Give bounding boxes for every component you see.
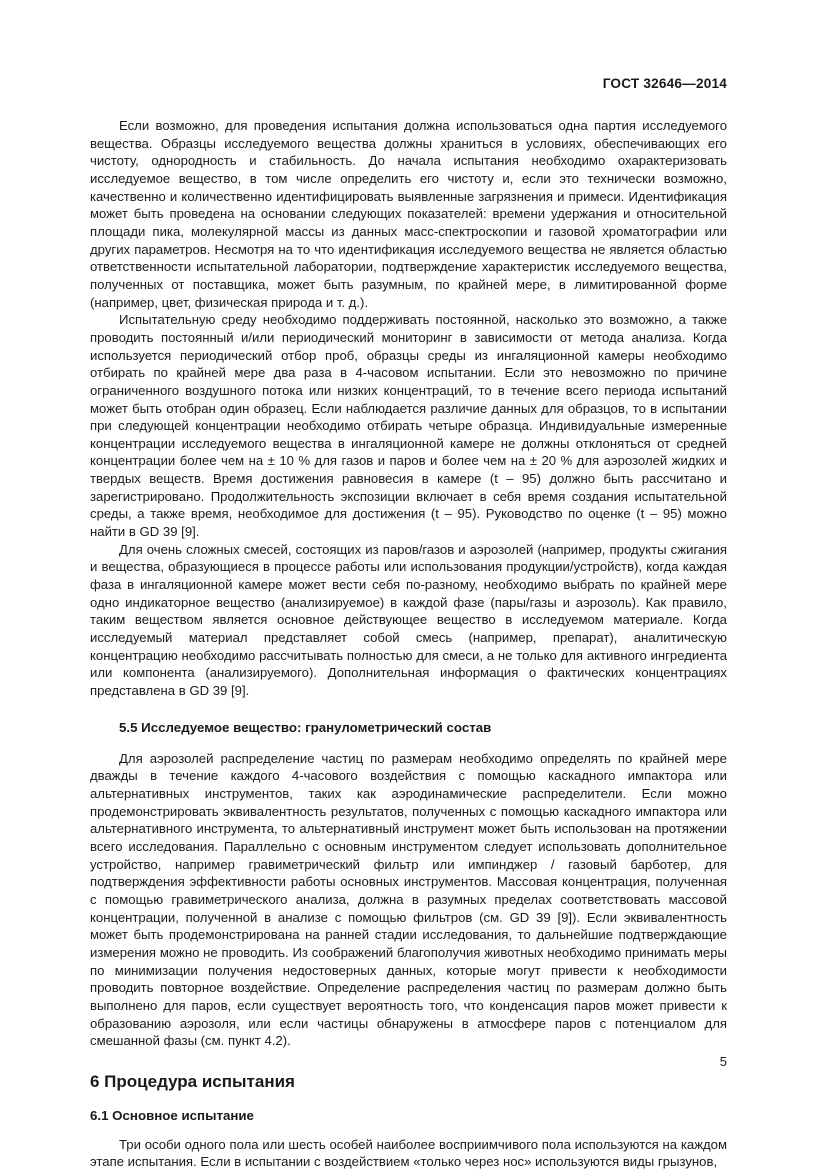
paragraph-main-test: Три особи одного пола или шесть особей наиболее восприимчивого пола используются на каждом этапе испытания. Если в испытании с воздействием «только через нос» используются виды грызунов, bbox=[90, 1136, 727, 1170]
subsection-heading-5-5: 5.5 Исследуемое вещество: гранулометрический состав bbox=[119, 719, 492, 735]
page-number: 5 bbox=[719, 1054, 727, 1069]
section-heading-6: 6 Процедура испытания bbox=[90, 1071, 295, 1091]
paragraph-test-atmosphere: Испытательную среду необходимо поддерживать постоянной, насколько это возможно, а также проводить постоянный и/или периодический мониторинг в зависимости от метода анализа. Когда используется периодический отбор проб, образцы среды из ингаляционной камеры необходимо отбирать по крайней мере два раза в 4-часовом испытании. Если это невозможно по причине ограниченного воздушного потока или низких концентраций, то в течение всего периода испытаний может быть отобран один образец. Если наблюдается различие данных для образцов, то в испытании при следующей концентрации необходимо отбирать четыре образца. Индивидуальные измеренные концентрации исследуемого вещества в ингаляционной камере не должны отклоняться от средней концентрации более чем на ± 10 % для газов и паров и более чем на ± 20 % для аэрозолей жидких и твердых веществ. Время достижения равновесия в камере (t – 95) должно быть рассчитано и зарегистрировано. Продолжительность экспозиции включает в себя время создания испытательной среды, а также время, необходимое для достижения (t – 95). Руководство по оценке (t – 95) можно найти в GD 39 [9]. bbox=[90, 312, 727, 540]
paragraph-complex-mixtures: Для очень сложных смесей, состоящих из паров/газов и аэрозолей (например, продукты сжигания и вещества, образующиеся в процессе работы или использования продукции/устройств), когда каждая фаза в ингаляционной камере может вести себя по-разному, необходимо выбрать по крайней мере одно индикаторное вещество (анализируемое) в каждой фазе (пары/газы и аэрозоль). Как правило, таким веществом является основное действующее вещество в исследуемом материале. Когда исследуемый материал представляет собой смесь (например, препарат), аналитическую концентрацию необходимо рассчитывать полностью для смеси, а не только для активного ингредиента или компонента (анализируемого). Дополнительная информация о фактических концентрациях представлена в GD 39 [9]. bbox=[90, 541, 727, 698]
paragraph-test-substance-batch: Если возможно, для проведения испытания должна использоваться одна партия исследуемого вещества. Образцы исследуемого вещества должны храниться в условиях, обеспечивающих его чистоту, однородность и стабильность. До начала испытания необходимо охарактеризовать исследуемое вещество, в том числе определить его чистоту и, если это технически возможно, качественно и количественно идентифицировать выявленные загрязнения и примеси. Идентификация может быть проведена на основании следующих показателей: времени удержания и относительной площади пика, молекулярной массы из данных масс-спектроскопии и газовой хроматографии или других параметров. Несмотря на то что идентификация исследуемого вещества не является областью ответственности испытательной лаборатории, подтверждение характеристик исследуемого вещества, полученных от поставщика, может быть разумным, по крайней мере, в лимитированной форме (например, цвет, физическая природа и т. д.). bbox=[90, 118, 727, 310]
paragraph-particle-size: Для аэрозолей распределение частиц по размерам необходимо определять по крайней мере дважды в течение каждого 4-часового воздействия с помощью каскадного импактора или альтернативных инструментов, таких как аэродинамические распределители. Если можно продемонстрировать эквивалентность результатов, полученных с помощью каскадного импактора или альтернативного инструмента, то альтернативный инструмент может быть использован на протяжении всего исследования. Параллельно с основным инструментом следует использовать дополнительное устройство, например гравиметрический фильтр или импинджер / газовый барботер, для подтверждения эффективности работы основных инструментов. Массовая концентрация, полученная с помощью гравиметрического анализа, должна в разумных пределах соответствовать массовой концентрации, полученной в анализе с помощью фильтров (см. GD 39 [9]). Если эквивалентность может быть продемонстрирована на ранней стадии исследования, то дальнейшие подтверждающие измерения можно не проводить. Из соображений благополучия животных необходимо принимать меры по минимизации получения недостоверных данных, которые могут привести к необходимости проводить повторное воздействие. Определение распределения частиц по размерам должно быть выполнено для паров, если существует вероятность того, что конденсация паров может привести к образованию аэрозоля, или если частицы обнаружены в атмосфере паров с потенциалом для смешанной фазы (см. пункт 4.2). bbox=[90, 750, 727, 1049]
page-content bbox=[90, 117, 727, 1171]
document-header: ГОСТ 32646—2014 bbox=[602, 76, 727, 91]
subsection-heading-6-1: 6.1 Основное испытание bbox=[90, 1107, 254, 1123]
